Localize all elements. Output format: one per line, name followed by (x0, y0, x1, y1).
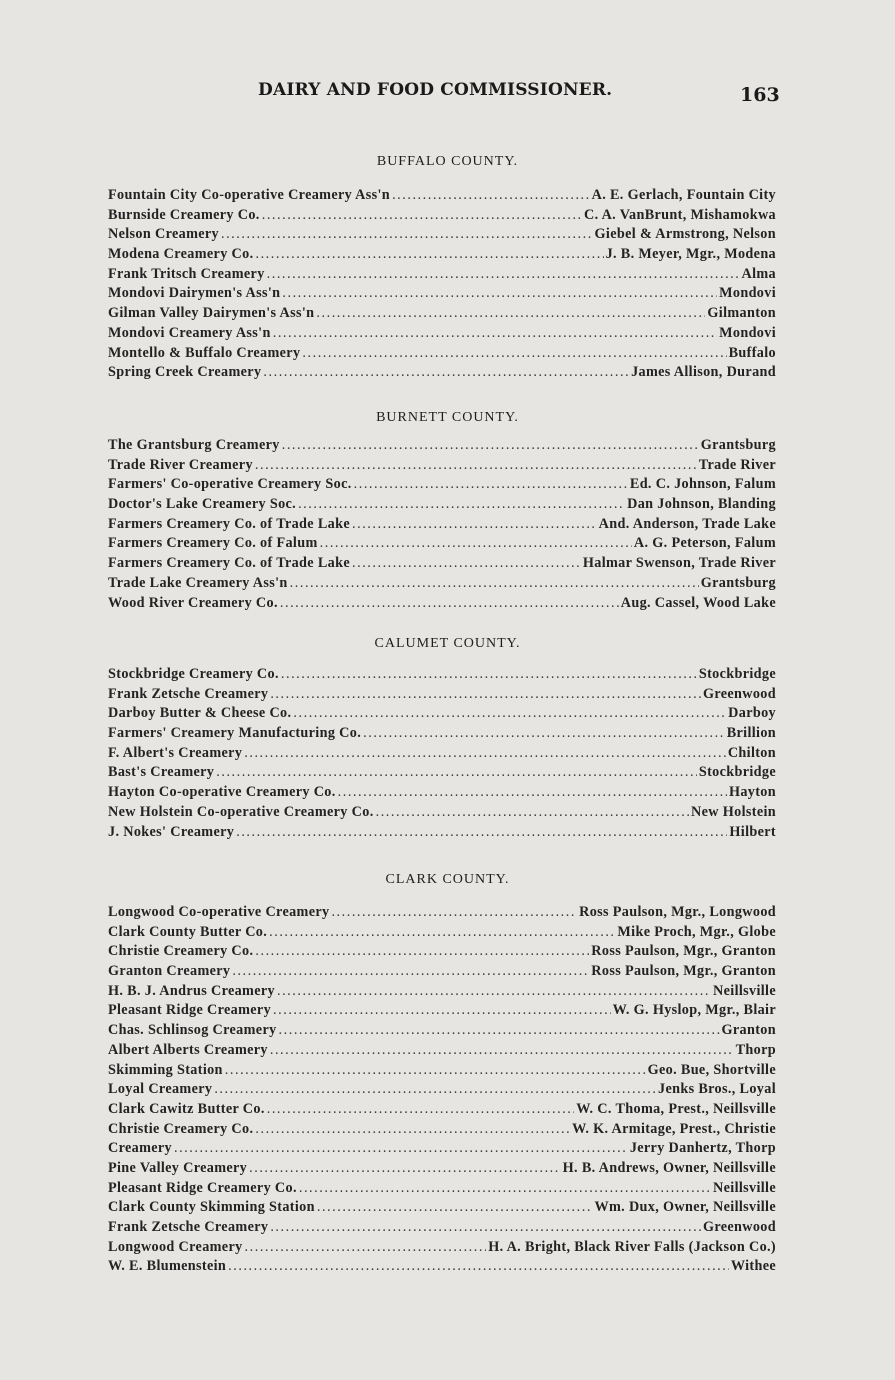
creamery-name: Frank Tritsch Creamery (108, 265, 265, 282)
list-item (108, 983, 776, 1003)
location: Dan Johnson, Blanding (627, 496, 776, 513)
creamery-name: J. Nokes' Creamery (108, 823, 235, 840)
list-item (108, 575, 776, 595)
creamery-name: Longwood Co-operative Creamery (108, 904, 330, 920)
creamery-name: Pine Valley Creamery (108, 1159, 248, 1176)
list-item (108, 1140, 776, 1160)
location: Giebel & Armstrong, Nelson (594, 226, 776, 243)
location: Trade River (698, 456, 776, 473)
location: Ross Paulson, Mgr., Granton (591, 943, 776, 960)
location: Mike Proch, Mgr., Globe (617, 923, 776, 940)
location: Stockbridge (698, 666, 776, 682)
creamery-list-buffalo (108, 187, 776, 384)
dot-leader (263, 364, 629, 381)
dot-leader (302, 345, 726, 362)
creamery-name: Farmers' Creamery Manufacturing Co. (108, 725, 362, 742)
list-item (108, 745, 776, 765)
list-item (108, 1180, 776, 1200)
creamery-name: Frank Zetsche Creamery (108, 1219, 269, 1235)
creamery-name: Fountain City Co-operative Creamery Ass'n (108, 187, 391, 203)
location: Grantsburg (700, 437, 776, 453)
dot-leader (245, 1239, 487, 1256)
location: Ed. C. Johnson, Falum (629, 476, 776, 493)
creamery-name: Hayton Co-operative Creamery Co. (108, 784, 336, 801)
list-item (108, 226, 776, 246)
list-item (108, 364, 776, 384)
list-item (108, 804, 776, 824)
list-item (108, 325, 776, 345)
creamery-name: Frank Zetsche Creamery (108, 685, 269, 702)
county-heading-calumet: CALUMET COUNTY. (374, 636, 521, 651)
list-item (108, 943, 776, 963)
dot-leader (255, 246, 603, 263)
creamery-name: Creamery (108, 1140, 172, 1157)
dot-leader (279, 1022, 720, 1039)
creamery-name: Albert Alberts Creamery (108, 1041, 268, 1058)
dot-leader (281, 666, 697, 683)
dot-leader (282, 285, 717, 302)
location: Jenks Bros., Loyal (658, 1081, 776, 1098)
list-item (108, 345, 776, 365)
list-item (108, 666, 776, 686)
list-item (108, 555, 776, 575)
creamery-name: Farmers Creamery Co. of Trade Lake (108, 515, 350, 532)
page-title: DAIRY AND FOOD COMMISSIONER. (258, 80, 613, 100)
location: J. B. Meyer, Mgr., Modena (605, 246, 776, 263)
location: Thorp (735, 1041, 776, 1058)
dot-leader (273, 1002, 611, 1019)
creamery-name: Trade Lake Creamery Ass'n (108, 574, 288, 591)
dot-leader (316, 305, 705, 322)
list-item (108, 246, 776, 266)
dot-leader (376, 804, 689, 821)
location: And. Anderson, Trade Lake (598, 515, 776, 532)
county-heading-clark: CLARK COUNTY. (385, 872, 510, 887)
running-header (0, 80, 895, 110)
creamery-name: Mondovi Creamery Ass'n (108, 324, 271, 341)
list-item (108, 1002, 776, 1022)
dot-leader (354, 476, 628, 493)
list-item (108, 496, 776, 516)
creamery-name: W. E. Blumenstein (108, 1258, 227, 1275)
dot-leader (228, 1258, 729, 1275)
location: Hilbert (729, 823, 776, 840)
creamery-name: Montello & Buffalo Creamery (108, 344, 301, 361)
list-item (108, 1042, 776, 1062)
location: C. A. VanBrunt, Mishamokwa (583, 206, 776, 223)
dot-leader (255, 457, 697, 474)
creamery-name: Christie Creamery Co. (108, 1120, 254, 1137)
dot-leader (214, 1081, 656, 1098)
creamery-name: Christie Creamery Co. (108, 943, 254, 960)
location: Withee (730, 1258, 776, 1275)
dot-leader (352, 555, 581, 572)
dot-leader (255, 943, 589, 960)
dot-leader (277, 983, 711, 1000)
creamery-name: Gilman Valley Dairymen's Ass'n (108, 305, 315, 322)
location: Gilmanton (707, 305, 776, 322)
list-item (108, 1121, 776, 1141)
list-item (108, 1101, 776, 1121)
dot-leader (338, 784, 727, 801)
creamery-name: Chas. Schlinsog Creamery (108, 1022, 277, 1039)
creamery-name: Wood River Creamery Co. (108, 594, 278, 611)
list-item (108, 705, 776, 725)
creamery-name: Nelson Creamery (108, 226, 219, 243)
location: A. E. Gerlach, Fountain City (591, 187, 776, 203)
creamery-name: Skimming Station (108, 1061, 223, 1078)
creamery-name: New Holstein Co-operative Creamery Co. (108, 803, 374, 820)
list-item (108, 457, 776, 477)
list-item (108, 266, 776, 286)
dot-leader (236, 824, 727, 841)
dot-leader (363, 725, 725, 742)
list-item (108, 187, 776, 207)
creamery-name: Farmers' Co-operative Creamery Soc. (108, 476, 352, 493)
dot-leader (270, 1042, 734, 1059)
list-item (108, 1219, 776, 1239)
dot-leader (352, 516, 597, 533)
county-heading-buffalo: BUFFALO COUNTY. (376, 154, 519, 169)
creamery-name: Farmers Creamery Co. of Falum (108, 535, 318, 552)
list-item (108, 764, 776, 784)
location: H. B. Andrews, Owner, Neillsville (562, 1159, 776, 1176)
creamery-name: Farmers Creamery Co. of Trade Lake (108, 555, 350, 572)
dot-leader (267, 266, 740, 283)
location: Alma (741, 265, 776, 282)
location: Granton (721, 1022, 776, 1039)
creamery-name: H. B. J. Andrus Creamery (108, 982, 275, 999)
list-item (108, 924, 776, 944)
list-item (108, 1199, 776, 1219)
list-item (108, 686, 776, 706)
list-item (108, 437, 776, 457)
location: Geo. Bue, Shortville (647, 1061, 776, 1078)
list-item (108, 207, 776, 227)
creamery-name: Bast's Creamery (108, 764, 215, 781)
location: Darboy (728, 705, 776, 722)
creamery-list-clark (108, 904, 776, 1278)
location: Jerry Danhertz, Thorp (629, 1140, 776, 1157)
creamery-name: Clark Cawitz Butter Co. (108, 1100, 265, 1117)
location: Ross Paulson, Mgr., Longwood (579, 904, 776, 920)
county-heading-burnett: BURNETT COUNTY. (376, 410, 519, 425)
dot-leader (232, 963, 589, 980)
location: Mondovi (719, 324, 776, 341)
location: Wm. Dux, Owner, Neillsville (594, 1199, 776, 1216)
dot-leader (290, 575, 699, 592)
dot-leader (225, 1062, 646, 1079)
dot-leader (282, 437, 699, 454)
dot-leader (262, 207, 582, 224)
location: Halmar Swenson, Trade River (582, 555, 776, 572)
list-item (108, 305, 776, 325)
dot-leader (267, 1101, 575, 1118)
location: H. A. Bright, Black River Falls (Jackson Co.) (488, 1238, 776, 1255)
creamery-name: Clark County Butter Co. (108, 923, 268, 940)
creamery-name: Darboy Butter & Cheese Co. (108, 705, 292, 722)
creamery-name: Mondovi Dairymen's Ass'n (108, 285, 281, 302)
dot-leader (255, 1121, 570, 1138)
list-item (108, 516, 776, 536)
location: Mondovi (719, 285, 776, 302)
creamery-name: Granton Creamery (108, 963, 231, 980)
location: W. G. Hyslop, Mgr., Blair (612, 1002, 776, 1019)
dot-leader (174, 1140, 628, 1157)
creamery-name: The Grantsburg Creamery (108, 437, 280, 453)
location: James Allison, Durand (631, 364, 776, 381)
location: Grantsburg (700, 574, 776, 591)
list-item (108, 725, 776, 745)
creamery-name: Doctor's Lake Creamery Soc. (108, 496, 297, 513)
creamery-name: Loyal Creamery (108, 1081, 213, 1098)
location: Chilton (727, 744, 776, 761)
creamery-name: Spring Creek Creamery (108, 364, 262, 381)
creamery-name: Trade River Creamery (108, 456, 253, 473)
dot-leader (249, 1160, 561, 1177)
dot-leader (317, 1199, 593, 1216)
creamery-name: Clark County Skimming Station (108, 1199, 315, 1216)
list-item (108, 535, 776, 555)
dot-leader (270, 686, 701, 703)
creamery-name: Modena Creamery Co. (108, 246, 254, 263)
location: Buffalo (728, 344, 776, 361)
dot-leader (331, 904, 577, 921)
dot-leader (293, 705, 726, 722)
list-item (108, 824, 776, 844)
list-item (108, 1062, 776, 1082)
list-item (108, 285, 776, 305)
dot-leader (269, 924, 615, 941)
location: A. G. Peterson, Falum (633, 535, 776, 552)
dot-leader (280, 595, 619, 612)
creamery-list-calumet (108, 666, 776, 843)
dot-leader (244, 745, 726, 762)
creamery-name: Burnside Creamery Co. (108, 206, 260, 223)
dot-leader (320, 535, 632, 552)
list-item (108, 1258, 776, 1278)
dot-leader (298, 496, 625, 513)
list-item (108, 784, 776, 804)
dot-leader (216, 764, 697, 781)
list-item (108, 904, 776, 924)
creamery-list-burnett (108, 437, 776, 614)
location: Greenwood (702, 1219, 776, 1235)
dot-leader (270, 1219, 701, 1236)
location: Brillion (726, 725, 776, 742)
location: Neillsville (713, 982, 776, 999)
dot-leader (273, 325, 717, 342)
dot-leader (299, 1180, 711, 1197)
list-item (108, 476, 776, 496)
list-item (108, 1081, 776, 1101)
list-item (108, 595, 776, 615)
list-item (108, 963, 776, 983)
list-item (108, 1160, 776, 1180)
location: Aug. Cassel, Wood Lake (620, 594, 776, 611)
creamery-name: Pleasant Ridge Creamery (108, 1002, 272, 1019)
creamery-name: Stockbridge Creamery Co. (108, 666, 279, 682)
creamery-name: Longwood Creamery (108, 1238, 243, 1255)
page-number: 163 (740, 84, 780, 106)
list-item (108, 1022, 776, 1042)
creamery-name: F. Albert's Creamery (108, 744, 243, 761)
location: Stockbridge (698, 764, 776, 781)
location: W. K. Armitage, Prest., Christie (572, 1120, 776, 1137)
location: Hayton (728, 784, 776, 801)
dot-leader (221, 226, 593, 243)
location: New Holstein (691, 803, 776, 820)
dot-leader (392, 187, 590, 204)
location: Greenwood (702, 685, 776, 702)
location: Neillsville (713, 1179, 776, 1196)
creamery-name: Pleasant Ridge Creamery Co. (108, 1179, 297, 1196)
location: W. C. Thoma, Prest., Neillsville (576, 1100, 776, 1117)
list-item (108, 1239, 776, 1259)
location: Ross Paulson, Mgr., Granton (591, 963, 776, 980)
